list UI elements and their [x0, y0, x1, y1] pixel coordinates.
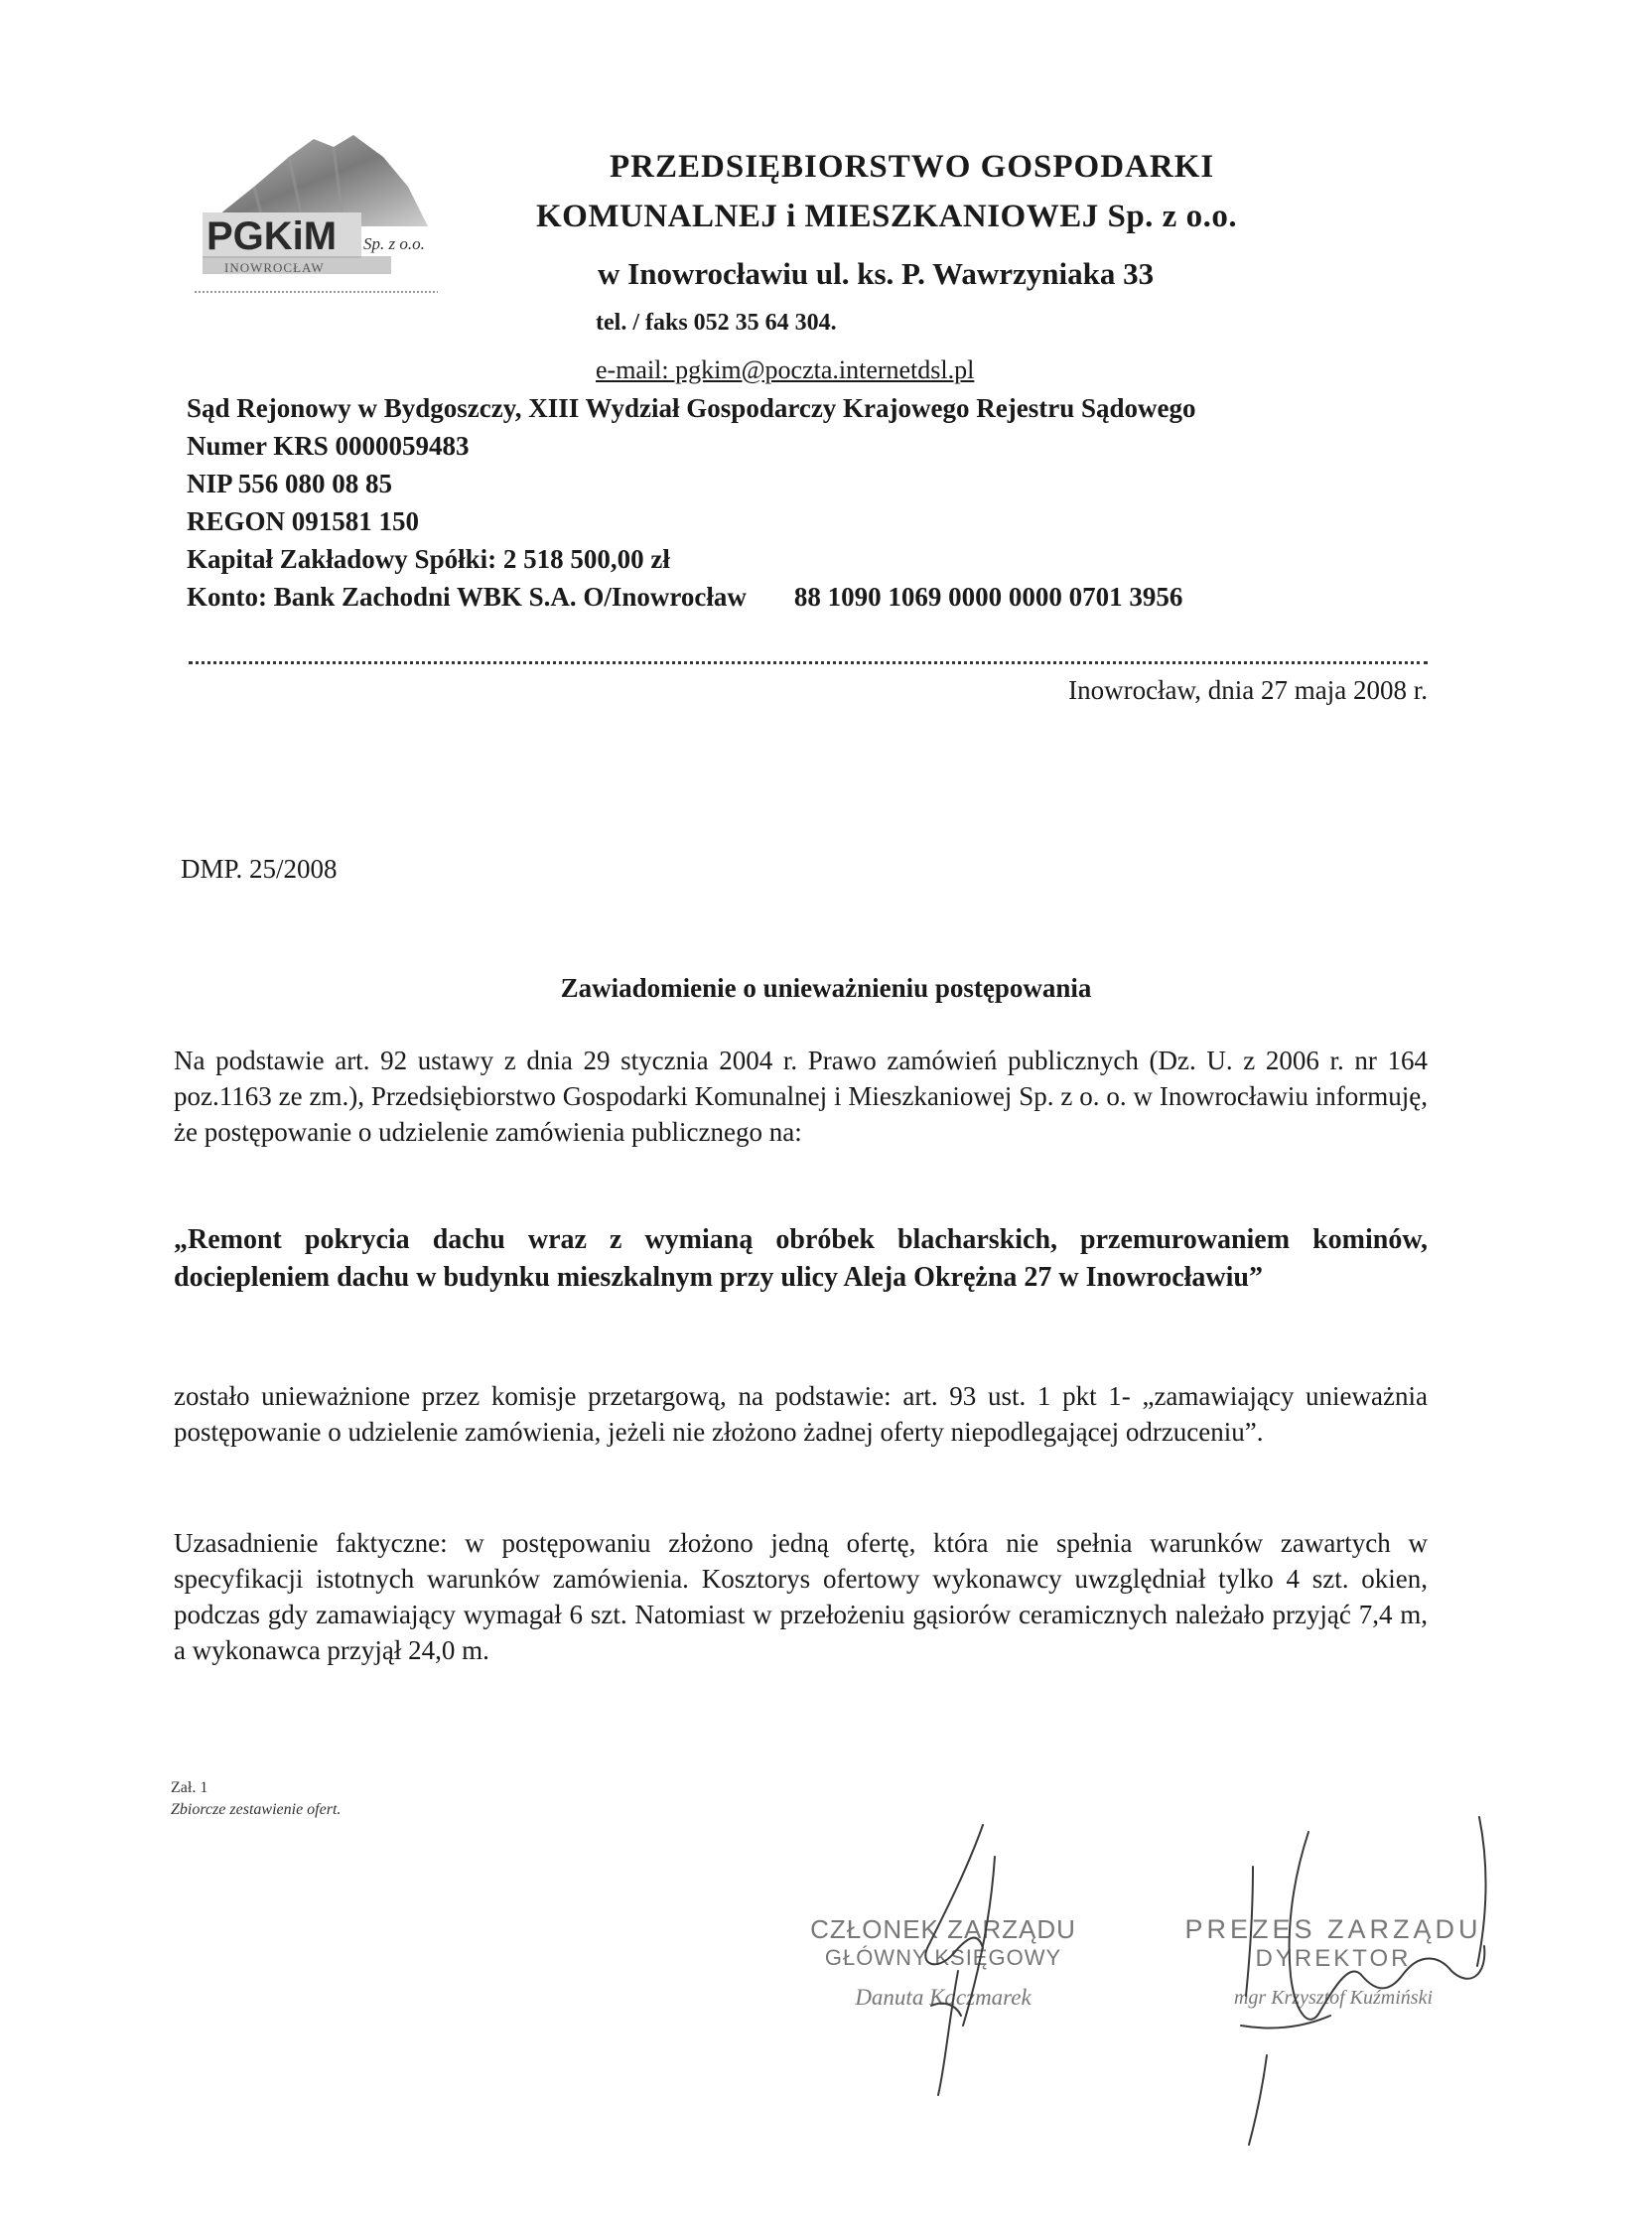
registry-info	[187, 389, 1195, 616]
letter-subject: Zawiadomienie o unieważnieniu postępowania	[560, 973, 1092, 1003]
stamp-right-role: DYREKTOR	[1255, 1945, 1412, 1972]
logo-legal-form: Sp. z o.o.	[363, 234, 425, 253]
attachment-note	[171, 1777, 341, 1821]
bank-name: Konto: Bank Zachodni WBK S.A. O/Inowrocław	[187, 582, 747, 612]
nip-number: NIP 556 080 08 85	[187, 469, 393, 498]
company-phone: tel. / faks 052 35 64 304.	[596, 310, 837, 336]
stamp-right-name: mgr Krzysztof Kuźmiński	[1233, 1987, 1434, 2009]
mountain-logo-icon	[195, 117, 443, 306]
krs-number: Numer KRS 0000059483	[187, 431, 470, 461]
header-divider	[189, 661, 1428, 664]
logo-text: PGKiM	[206, 214, 338, 258]
stamp-left-title: CZŁONEK ZARZĄDU	[810, 1914, 1076, 1944]
reference-number: DMP. 25/2008	[181, 854, 338, 884]
stamp-left-role: GŁÓWNY KSIĘGOWY	[824, 1945, 1062, 1970]
letter-date: Inowrocław, dnia 27 maja 2008 r.	[1068, 675, 1428, 705]
signature-stamp-right	[1179, 1914, 1487, 2010]
bank-account-number: 88 1090 1069 0000 0000 0701 3956	[793, 582, 1183, 612]
attachment-description: Zbiorcze zestawienie ofert.	[171, 1801, 342, 1818]
contract-title: „Remont pokrycia dachu wraz z wymianą obróbek blacharskich, przemurowaniem kominów, dociepleniem dachu w budynku mieszkalnym przy ulicy Aleja Okrężna 27 w Inowrocławiu”	[174, 1224, 1428, 1293]
attachment-label: Zał. 1	[171, 1779, 208, 1796]
company-name-line2: KOMUNALNEJ i MIESZKANIOWEJ Sp. z o.o.	[536, 199, 1238, 234]
share-capital: Kapitał Zakładowy Spółki: 2 518 500,00 zł	[187, 544, 670, 574]
logo-city: INOWROCŁAW	[224, 260, 325, 275]
stamp-right-title: PREZES ZARZĄDU	[1184, 1914, 1482, 1944]
court-registry: Sąd Rejonowy w Bydgoszczy, XIII Wydział Gospodarczy Krajowego Rejestru Sądowego	[187, 393, 1196, 423]
company-name-line1: PRZEDSIĘBIORSTWO GOSPODARKI	[610, 149, 1215, 185]
stamp-left-name: Danuta Kaczmarek	[855, 1985, 1032, 2010]
signature-stamp-left	[794, 1914, 1092, 2011]
body-paragraph-1: Na podstawie art. 92 ustawy z dnia 29 stycznia 2004 r. Prawo zamówień publicznych (Dz. U. z 2006 r. nr 164 poz.1163 ze zm.), Przedsiębiorstwo Gospodarki Komunalnej i Mieszkaniowej Sp. z o. o. w Inowrocławiu informuję, że postępowanie o udzielenie zamówienia publicznego na:	[174, 1046, 1428, 1147]
regon-number: REGON 091581 150	[187, 506, 420, 536]
bank-account-row	[187, 578, 1195, 616]
company-email[interactable]: e-mail: pgkim@poczta.internetdsl.pl	[596, 355, 975, 384]
body-paragraph-4: Uzasadnienie faktyczne: w postępowaniu złożono jedną ofertę, która nie spełnia warunków zawartych w specyfikacji istotnych warunków zamówienia. Kosztorys ofertowy wykonawcy uwzględniał tylko 4 szt. okien, podczas gdy zamawiający wymagał 6 szt. Natomiast w przełożeniu gąsiorów ceramicznych należało przyjąć 7,4 m, a wykonawca przyjął 24,0 m.	[174, 1528, 1428, 1665]
company-address: w Inowrocławiu ul. ks. P. Wawrzyniaka 33	[598, 256, 1155, 291]
company-logo	[195, 117, 443, 306]
body-paragraph-3: zostało unieważnione przez komisje przetargową, na podstawie: art. 93 ust. 1 pkt 1- „zamawiający unieważnia postępowanie o udzielenie zamówienia, jeżeli nie złożono żadnej oferty niepodlegającej odrzuceniu”.	[174, 1381, 1428, 1447]
